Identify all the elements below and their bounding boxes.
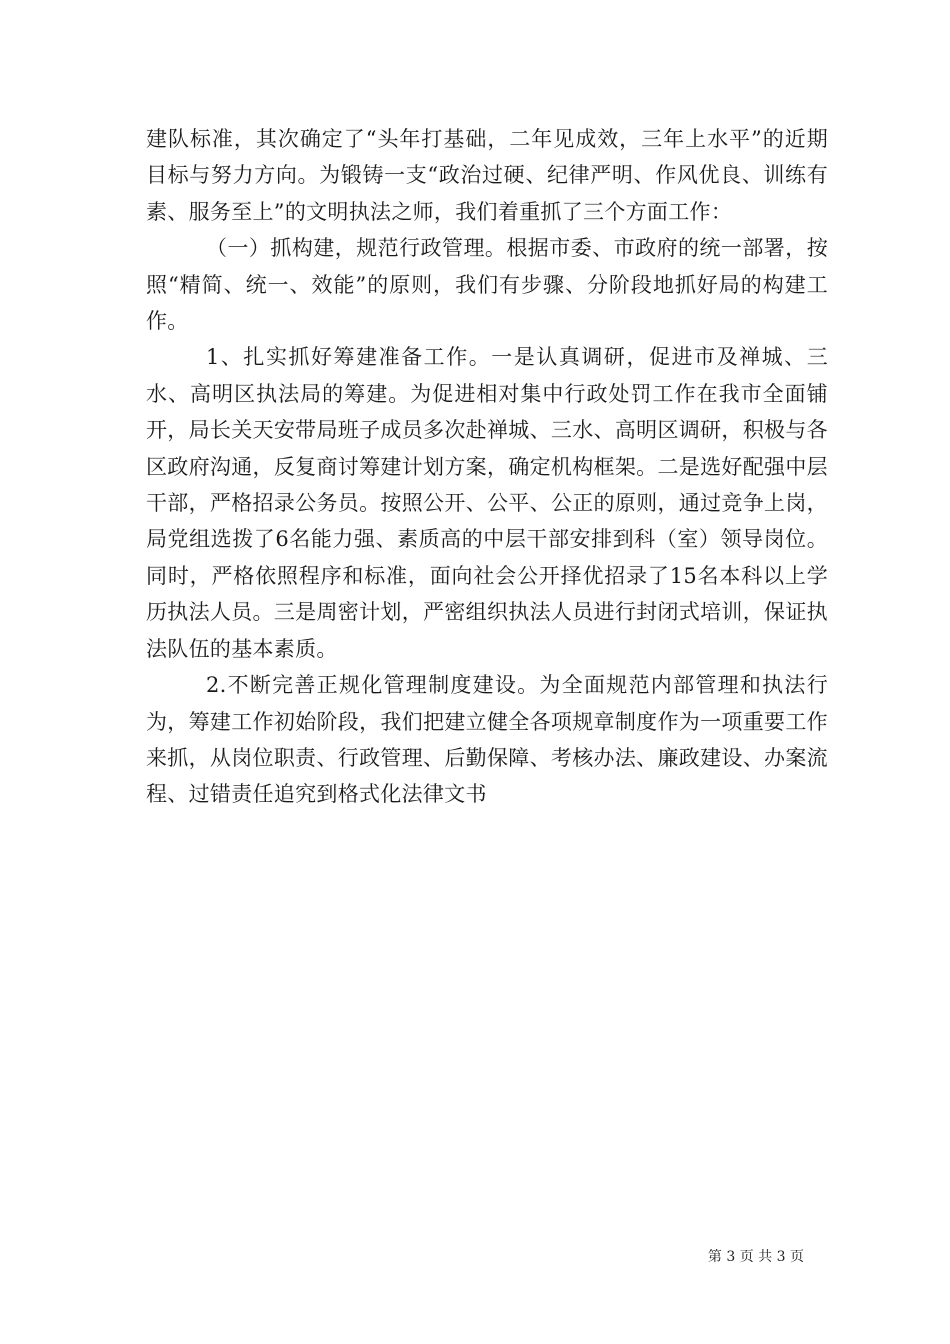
paragraph-intro: 建队标准，其次确定了“头年打基础，二年见成效，三年上水平”的近期目标与努力方向。为锻铸一支“政治过硬、纪律严明、作风优良、训练有素、服务至上”的文明执法之师，我们着重抓了三个方面工作： — [146, 127, 828, 224]
page-number-footer: 第 3 页 共 3 页 — [707, 1249, 804, 1265]
paragraph-item-one: 1、扎实抓好筹建准备工作。一是认真调研，促进市及禅城、三水、高明区执法局的筹建。为促进相对集中行政处罚工作在我市全面铺开，局长关天安带局班子成员多次赴禅城、三水、高明区调研，积极与各区政府沟通，反复商讨筹建计划方案，确定机构框架。二是选好配强中层干部，严格招录公务员。按照公开、公平、公正的原则，通过竞争上岗，局党组选拨了6名能力强、素质高的中层干部安排到科（室）领导岗位。同时，严格依照程序和标准，面向社会公开择优招录了15名本科以上学历执法人员。三是周密计划，严密组织执法人员进行封闭式培训，保证执法队伍的基本素质。 — [146, 345, 828, 661]
paragraph-section-one: （一）抓构建，规范行政管理。根据市委、市政府的统一部署，按照“精简、统一、效能”的原则，我们有步骤、分阶段地抓好局的构建工作。 — [146, 236, 828, 334]
document-body — [146, 121, 828, 813]
paragraph-item-two: 2.不断完善正规化管理制度建设。为全面规范内部管理和执法行为，筹建工作初始阶段，我们把建立健全各项规章制度作为一项重要工作来抓，从岗位职责、行政管理、后勤保障、考核办法、廉政建设、办案流程、过错责任追究到格式化法律文书 — [146, 673, 828, 807]
